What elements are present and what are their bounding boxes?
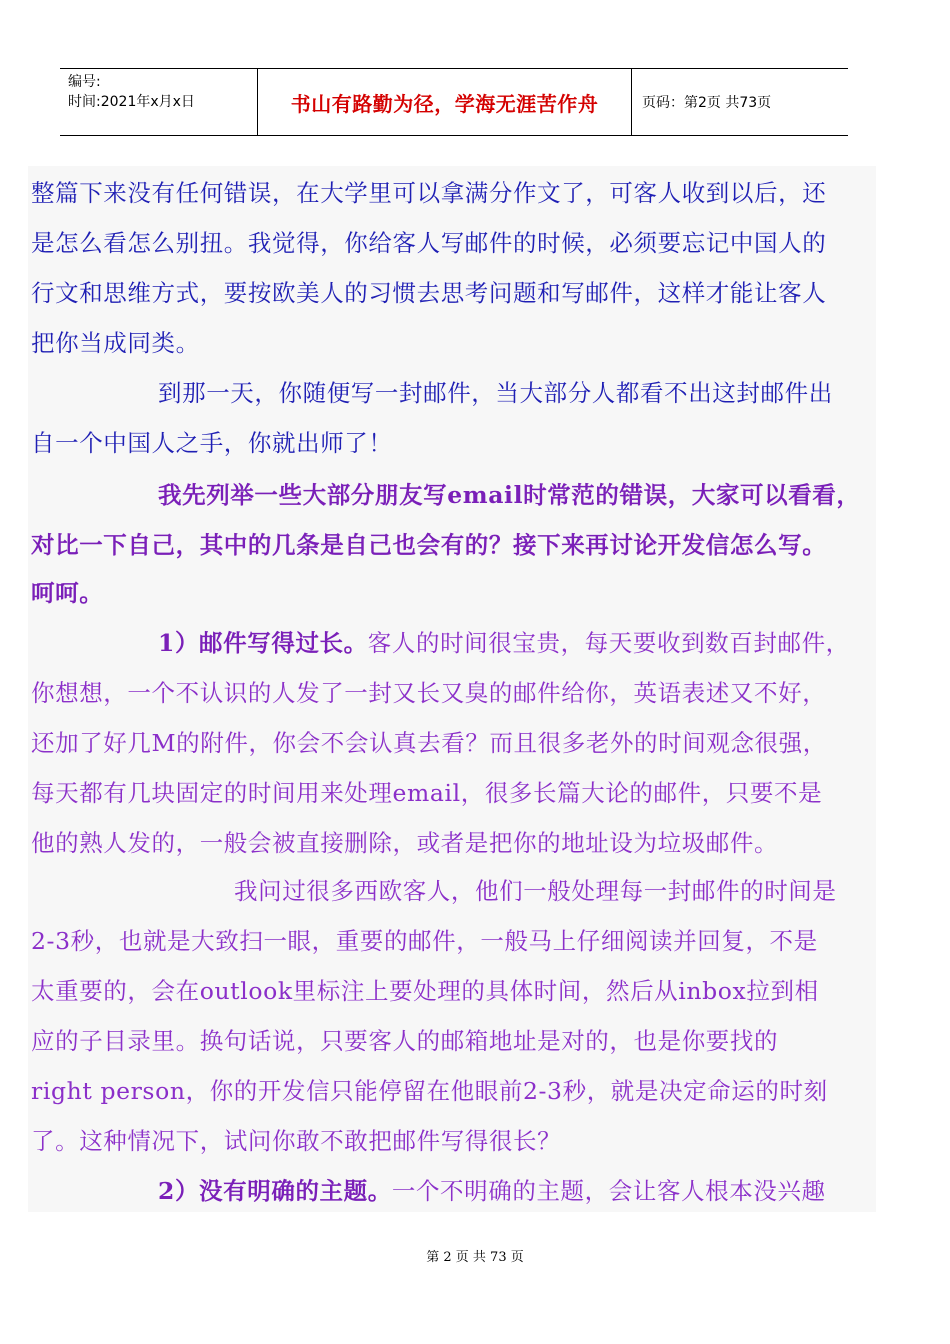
- paragraph-4-line-3: 还加了好几M的附件，你会不会认真去看？而且很多老外的时间观念很强，: [31, 729, 827, 757]
- paragraph-1-line-1: 整篇下来没有任何错误，在大学里可以拿满分作文了，可客人收到以后，还: [31, 179, 827, 207]
- document-body: [28, 166, 876, 1212]
- paragraph-4-line-1: [158, 627, 850, 659]
- header-meta-cell: [60, 69, 258, 135]
- header-code-label: 编号:: [68, 74, 101, 90]
- section-1-heading: 1）邮件写得过长。: [158, 629, 368, 657]
- paragraph-4-line-2: 你想想，一个不认识的人发了一封又长又臭的邮件给你，英语表述又不好，: [31, 679, 827, 707]
- page-header-table: [60, 68, 848, 136]
- paragraph-2-line-1: 到那一天，你随便写一封邮件，当大部分人都看不出这封邮件出: [158, 379, 833, 407]
- paragraph-6-line-1: [158, 1175, 826, 1207]
- paragraph-3-line-3: 呵呵。: [31, 579, 104, 607]
- paragraph-5-line-4: 应的子目录里。换句话说，只要客人的邮箱地址是对的，也是你要找的: [31, 1027, 779, 1055]
- paragraph-4-line-5: 他的熟人发的，一般会被直接删除，或者是把你的地址设为垃圾邮件。: [31, 829, 779, 857]
- paragraph-3-line-1: 我先列举一些大部分朋友写email时常范的错误，大家可以看看，: [158, 481, 861, 509]
- paragraph-1-line-4: 把你当成同类。: [31, 329, 200, 357]
- footer-page-number: 第 2 页 共 73 页: [426, 1250, 524, 1265]
- header-motto: 书山有路勤为径，学海无涯苦作舟: [258, 69, 632, 135]
- paragraph-5-line-5: right person，你的开发信只能停留在他眼前2-3秒，就是决定命运的时刻: [31, 1077, 828, 1105]
- header-page-number: 页码：第2页 共73页: [642, 95, 772, 111]
- paragraph-6-line-1-text: 一个不明确的主题，会让客人根本没兴趣: [391, 1177, 826, 1205]
- paragraph-1-line-3: 行文和思维方式，要按欧美人的习惯去思考问题和写邮件，这样才能让客人: [31, 279, 827, 307]
- header-time-label: 时间:2021年x月x日: [68, 94, 195, 110]
- paragraph-2-line-2: 自一个中国人之手，你就出师了！: [31, 429, 393, 457]
- section-2-heading: 2）没有明确的主题。: [158, 1177, 392, 1205]
- paragraph-3-line-2: 对比一下自己，其中的几条是自己也会有的？接下来再讨论开发信怎么写。: [31, 531, 827, 559]
- paragraph-1-line-2: 是怎么看怎么别扭。我觉得，你给客人写邮件的时候，必须要忘记中国人的: [31, 229, 827, 257]
- page-footer: [0, 1246, 950, 1265]
- paragraph-5-line-2: 2-3秒，也就是大致扫一眼，重要的邮件，一般马上仔细阅读并回复，不是: [31, 927, 818, 955]
- paragraph-4-line-4: 每天都有几块固定的时间用来处理email，很多长篇大论的邮件，只要不是: [31, 779, 823, 807]
- paragraph-5-line-1: 我问过很多西欧客人，他们一般处理每一封邮件的时间是: [234, 877, 837, 905]
- paragraph-5-line-3: 太重要的，会在outlook里标注上要处理的具体时间，然后从inbox拉到相: [31, 977, 819, 1005]
- paragraph-5-line-6: 了。这种情况下，试问你敢不敢把邮件写得很长？: [31, 1127, 562, 1155]
- paragraph-4-line-1-text: 客人的时间很宝贵，每天要收到数百封邮件，: [367, 629, 850, 657]
